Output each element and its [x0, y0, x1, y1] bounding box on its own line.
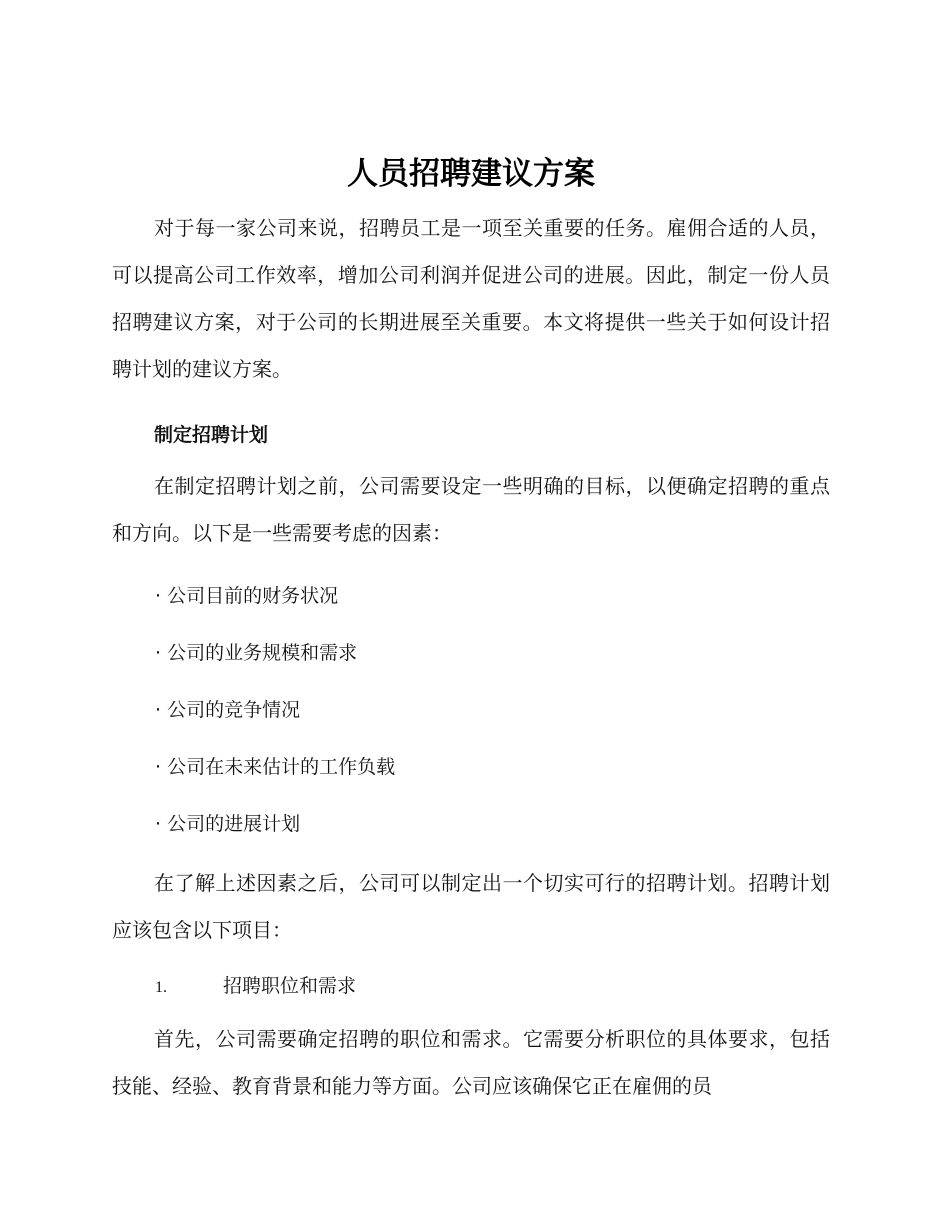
section-heading: 制定招聘计划: [154, 424, 269, 446]
factor-item-development-plan: · 公司的进展计划: [155, 813, 301, 835]
document-title: 人员招聘建议方案: [347, 156, 595, 192]
numbered-item-number: 1.: [155, 979, 167, 996]
document-content: [112, 150, 830, 1110]
factor-item-competition: · 公司的竞争情况: [155, 699, 301, 721]
factor-item-business-scale: · 公司的业务规模和需求: [155, 642, 358, 664]
section-intro-paragraph: 在制定招聘计划之前，公司需要设定一些明确的目标，以便确定招聘的重点和方向。以下是一些需要考虑的因素：: [112, 474, 830, 545]
intro-paragraph: 对于每一家公司来说，招聘员工是一项至关重要的任务。雇佣合适的人员，可以提高公司工作效率，增加公司利润并促进公司的进展。因此，制定一份人员招聘建议方案，对于公司的长期进展至关重要。本文将提供一些关于如何设计招聘计划的建议方案。: [112, 216, 830, 381]
factor-item-workload: · 公司在未来估计的工作负载: [155, 756, 396, 778]
positions-paragraph: 首先，公司需要确定招聘的职位和需求。它需要分析职位的具体要求，包括技能、经验、教育背景和能力等方面。公司应该确保它正在雇佣的员: [112, 1027, 830, 1098]
numbered-item-positions: [112, 965, 830, 1009]
factor-item-financial-status: · 公司目前的财务状况: [155, 585, 339, 607]
factor-list: [112, 568, 830, 853]
plan-intro-paragraph: 在了解上述因素之后，公司可以制定出一个切实可行的招聘计划。招聘计划应该包含以下项目：: [112, 871, 830, 942]
numbered-item-label: 招聘职位和需求: [223, 975, 357, 997]
